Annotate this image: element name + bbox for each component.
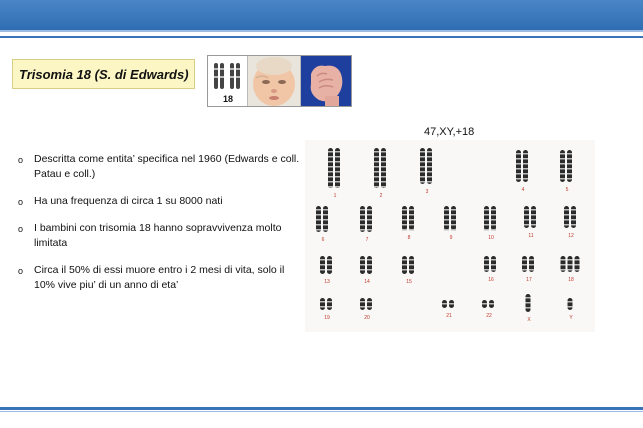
chromosome-band — [420, 181, 425, 183]
chromosome-pair — [444, 206, 456, 231]
chromosome-band — [381, 176, 386, 178]
chromosome-band — [360, 264, 365, 266]
chromosome-pair — [484, 206, 496, 231]
chromosome-band — [451, 224, 456, 226]
chromosome-band — [524, 214, 529, 216]
chromosome-band — [482, 303, 487, 305]
chromosome-number: 16 — [488, 277, 494, 283]
footer-divider-thin — [0, 411, 643, 412]
bullet-text: I bambini con trisomia 18 hanno sopravvivenza molto limitata — [34, 222, 282, 249]
chromosome-band — [367, 306, 372, 308]
chromosome-band — [409, 229, 414, 231]
chromosome-band — [484, 224, 489, 226]
chromosome-pair — [516, 150, 528, 182]
chromosome-number: 11 — [528, 233, 534, 239]
chromosome-band — [561, 259, 566, 261]
bullet-text: Circa il 50% di essi muore entro i 2 mesi di vita, solo il 10% vive piu’ di un anno di eta’ — [34, 264, 285, 291]
chromosome-pair — [328, 148, 340, 188]
chromosome-band — [323, 229, 328, 231]
karyotype-formula: 47,XY,+18 — [424, 126, 475, 138]
chromosome-band — [420, 171, 425, 173]
chromosome-band — [427, 171, 432, 173]
chromosome-band — [316, 209, 321, 211]
chromosome-band — [328, 171, 333, 173]
chromosome-pair — [360, 256, 372, 274]
chromosome-band — [489, 303, 494, 305]
chromosome-band — [523, 153, 528, 155]
chromosome-band — [522, 264, 527, 266]
chromosome-band — [531, 224, 536, 226]
chromosome-band — [451, 209, 456, 211]
footer-divider — [0, 407, 643, 410]
chromosome-band — [374, 186, 379, 188]
chromosome-band — [328, 181, 333, 183]
chromosome-number: 15 — [406, 279, 412, 285]
chromosome-band — [409, 219, 414, 221]
chromosome-band — [367, 224, 372, 226]
chromosome-band — [561, 269, 566, 271]
bullet-item — [18, 152, 308, 182]
chromosome-band — [328, 161, 333, 163]
chromosome-band — [568, 269, 573, 271]
chromosome-band — [567, 158, 572, 160]
chromosome-band — [381, 156, 386, 158]
chromosome-number: 14 — [364, 279, 370, 285]
chromatid — [327, 298, 332, 310]
chromosome-band — [568, 264, 573, 266]
chromosome-band — [367, 264, 372, 266]
chromosome-band — [516, 178, 521, 180]
chromosome-band — [484, 209, 489, 211]
chromosome-band — [575, 269, 580, 271]
chromosome-band — [571, 224, 576, 226]
chromosome-band — [567, 153, 572, 155]
chromosome-band — [522, 269, 527, 271]
chromosome-band — [409, 259, 414, 261]
chromosome-band — [564, 219, 569, 221]
chromosome-band — [523, 178, 528, 180]
chromosome-band — [420, 151, 425, 153]
bullet-icon: o — [18, 155, 24, 165]
chromosome-band — [564, 214, 569, 216]
chromosome-band — [327, 306, 332, 308]
chromosome-band — [516, 173, 521, 175]
chromosome-band — [571, 209, 576, 211]
chromosome-band — [523, 168, 528, 170]
chromosome-number: 22 — [486, 313, 492, 319]
chromosome-band — [484, 214, 489, 216]
chromosome-number: 12 — [568, 233, 574, 239]
chromosome-number: 8 — [407, 235, 411, 241]
chromosome-band — [567, 163, 572, 165]
chromosome-pair — [402, 256, 414, 274]
photo-strip — [207, 55, 352, 107]
chromosome-band — [568, 306, 573, 308]
chromosome-band — [516, 163, 521, 165]
chromosome-band — [374, 161, 379, 163]
chromosome-band — [335, 176, 340, 178]
chromosome-band — [561, 264, 566, 266]
chromosome-band — [427, 181, 432, 183]
chromosome-band — [522, 259, 527, 261]
chromosome-band — [402, 264, 407, 266]
chromosome-band — [320, 306, 325, 308]
chromosome-band — [427, 176, 432, 178]
chromosome-band — [328, 166, 333, 168]
chromosome-band — [560, 168, 565, 170]
chromosome-number: 4 — [521, 187, 525, 193]
chromosome-band — [328, 151, 333, 153]
chromosome-pair — [320, 298, 332, 310]
chromosome-band — [381, 166, 386, 168]
chromosome-band — [402, 224, 407, 226]
chromosome-band — [560, 153, 565, 155]
chromosome-band — [381, 181, 386, 183]
chromosome-band — [567, 168, 572, 170]
chromosome-band — [335, 181, 340, 183]
chromosome-band — [323, 224, 328, 226]
chromosome-band — [374, 156, 379, 158]
karyotype-image — [305, 140, 595, 332]
chromosome-band — [320, 264, 325, 266]
bullet-icon: o — [18, 224, 24, 234]
chromosome-band — [564, 224, 569, 226]
chromosome-band — [374, 151, 379, 153]
chromosome-18-image — [208, 56, 248, 106]
chromatid — [568, 298, 573, 310]
chromosome-band — [427, 156, 432, 158]
chromosome-band — [484, 229, 489, 231]
chromosome-pair — [564, 206, 576, 228]
chromosome-band — [328, 156, 333, 158]
chromosome-band — [491, 219, 496, 221]
chromosome-band — [367, 259, 372, 261]
chromatid — [560, 150, 565, 182]
chromosome-band — [451, 214, 456, 216]
chromosome-band — [327, 259, 332, 261]
chromosome-band — [420, 161, 425, 163]
clenched-hand-image — [301, 56, 351, 106]
chromosome-band — [316, 214, 321, 216]
chromosome-band — [526, 302, 531, 304]
chromosome-band — [367, 209, 372, 211]
chromosome-pair — [484, 256, 496, 272]
chromosome-band — [560, 178, 565, 180]
chromosome-number: 9 — [449, 235, 453, 241]
chromosome-band — [564, 209, 569, 211]
chromosome-band — [420, 156, 425, 158]
chromosome-number: 21 — [446, 313, 452, 319]
chromosome-pair — [320, 256, 332, 274]
chromosome-band — [575, 264, 580, 266]
chromosome-band — [568, 259, 573, 261]
chromosome-band — [360, 209, 365, 211]
chromosome-band — [484, 264, 489, 266]
chromosome-band — [529, 259, 534, 261]
chromosome-18-label: 18 — [222, 94, 234, 104]
slide-title: Trisomia 18 (S. di Edwards) — [19, 66, 189, 82]
chromosome-band — [320, 301, 325, 303]
chromosome-pair — [360, 298, 372, 310]
chromosome-band — [560, 158, 565, 160]
chromosome-band — [568, 301, 573, 303]
chromosome-band — [360, 301, 365, 303]
chromosome-band — [529, 269, 534, 271]
chromosome-band — [409, 224, 414, 226]
chromosome-band — [524, 224, 529, 226]
chromosome-band — [567, 173, 572, 175]
chromosome-band — [316, 224, 321, 226]
chromosome-band — [491, 269, 496, 271]
bullet-text: Ha una frequenza di circa 1 su 8000 nati — [34, 195, 223, 207]
chromosome-band — [571, 219, 576, 221]
chromosome-pair — [442, 300, 454, 308]
chromosome-pair — [522, 256, 534, 272]
chromosome-band — [451, 219, 456, 221]
chromosome-band — [444, 214, 449, 216]
chromosome-band — [442, 303, 447, 305]
chromosome-pair — [402, 206, 414, 231]
chromosome-band — [367, 301, 372, 303]
chromosome-band — [402, 219, 407, 221]
chromosome-band — [526, 297, 531, 299]
chromosome-pair — [360, 206, 372, 232]
chromosome-band — [524, 219, 529, 221]
chromosome-number: 1 — [333, 193, 337, 199]
chromosome-band — [444, 224, 449, 226]
chromosome-pair — [420, 148, 432, 184]
chromosome-band — [491, 209, 496, 211]
chromosome-band — [316, 229, 321, 231]
bullet-icon: o — [18, 197, 24, 207]
chromosome-band — [491, 214, 496, 216]
chromosome-band — [523, 173, 528, 175]
chromosome-band — [491, 259, 496, 261]
chromosome-band — [516, 158, 521, 160]
chromosome-pair — [316, 206, 328, 232]
chromosome-band — [335, 151, 340, 153]
chromosome-band — [531, 214, 536, 216]
chromosome-band — [360, 306, 365, 308]
chromosome-band — [360, 269, 365, 271]
chromosome-band — [444, 229, 449, 231]
chromosome-band — [323, 214, 328, 216]
chromosome-number: 2 — [379, 193, 383, 199]
chromosome-band — [381, 151, 386, 153]
chromatid — [360, 298, 365, 310]
chromosome-number: 17 — [526, 277, 532, 283]
chromosome-band — [402, 259, 407, 261]
chromosome-number: 10 — [488, 235, 494, 241]
chromosome-band — [516, 168, 521, 170]
chromosome-band — [427, 161, 432, 163]
chromosome-band — [420, 176, 425, 178]
bullet-icon: o — [18, 266, 24, 276]
chromatid — [523, 150, 528, 182]
chromosome-band — [367, 229, 372, 231]
chromosome-pair — [568, 298, 573, 310]
infant-face-image — [248, 56, 301, 106]
chromosome-band — [427, 166, 432, 168]
chromosome-number: 6 — [321, 237, 325, 243]
chromosome-number: Y — [569, 315, 573, 321]
chromosome-band — [335, 186, 340, 188]
hand-photo — [301, 56, 351, 106]
chromosome-band — [360, 259, 365, 261]
chromosome-band — [491, 229, 496, 231]
chromosome-pair — [524, 206, 536, 228]
chromosome-band — [323, 209, 328, 211]
chromosome-band — [484, 259, 489, 261]
chromosome-band — [427, 151, 432, 153]
chromosome-band — [526, 307, 531, 309]
chromosome-band — [402, 269, 407, 271]
chromatid — [567, 150, 572, 182]
chromosome-number: 19 — [324, 315, 330, 321]
chromosome-band — [327, 269, 332, 271]
chromosome-18-photo — [208, 56, 248, 106]
chromosome-band — [409, 269, 414, 271]
chromosome-band — [367, 269, 372, 271]
chromosome-band — [491, 264, 496, 266]
chromosome-band — [335, 166, 340, 168]
chromosome-band — [567, 178, 572, 180]
chromosome-band — [444, 209, 449, 211]
chromosome-band — [360, 229, 365, 231]
chromatid — [367, 298, 372, 310]
chromosome-band — [323, 219, 328, 221]
chromosome-band — [560, 163, 565, 165]
chromosome-band — [381, 186, 386, 188]
chromosome-band — [409, 214, 414, 216]
chromosome-band — [328, 176, 333, 178]
chromosome-band — [374, 171, 379, 173]
chromosome-number: 20 — [364, 315, 370, 321]
chromosome-band — [484, 219, 489, 221]
chromosome-band — [320, 269, 325, 271]
chromosome-band — [409, 209, 414, 211]
chromosome-band — [374, 176, 379, 178]
chromosome-band — [328, 186, 333, 188]
chromosome-band — [420, 166, 425, 168]
title-box — [12, 59, 195, 89]
chromosome-pair — [374, 148, 386, 188]
chromosome-pair — [526, 294, 531, 312]
chromosome-band — [327, 264, 332, 266]
chromosome-band — [374, 181, 379, 183]
chromosome-band — [529, 264, 534, 266]
chromosome-band — [523, 163, 528, 165]
chromosome-band — [320, 259, 325, 261]
chromosome-band — [374, 166, 379, 168]
header-bar — [0, 0, 643, 32]
bullet-text: Descritta come entita’ specifica nel 1960 (Edwards e coll. Patau e coll.) — [34, 153, 300, 180]
chromosome-band — [524, 209, 529, 211]
bullet-item — [18, 263, 308, 293]
chromosome-band — [381, 171, 386, 173]
chromosome-band — [451, 229, 456, 231]
chromosome-band — [491, 224, 496, 226]
chromosome-band — [335, 171, 340, 173]
bullet-item — [18, 221, 308, 251]
bullet-list — [18, 152, 308, 305]
chromosome-number: 18 — [568, 277, 574, 283]
chromosome-band — [402, 229, 407, 231]
chromosome-band — [571, 214, 576, 216]
chromosome-pair — [482, 300, 494, 308]
chromatid — [320, 298, 325, 310]
chromosome-band — [484, 269, 489, 271]
chromosome-band — [316, 219, 321, 221]
chromosome-number: 13 — [324, 279, 330, 285]
chromosome-band — [531, 209, 536, 211]
chromosome-band — [360, 214, 365, 216]
chromosome-band — [449, 303, 454, 305]
chromosome-band — [335, 161, 340, 163]
chromosome-band — [409, 264, 414, 266]
chromosome-band — [360, 224, 365, 226]
chromosome-band — [531, 219, 536, 221]
chromosome-band — [327, 301, 332, 303]
header-divider — [0, 36, 643, 38]
chromatid — [516, 150, 521, 182]
chromosome-band — [335, 156, 340, 158]
bullet-item — [18, 194, 308, 209]
chromosome-number: 3 — [425, 189, 429, 195]
chromosome-band — [575, 259, 580, 261]
chromosome-band — [523, 158, 528, 160]
chromosome-band — [367, 219, 372, 221]
chromosome-pair — [560, 150, 572, 182]
chromosome-band — [444, 219, 449, 221]
chromosome-pair — [561, 256, 580, 272]
chromosome-band — [560, 173, 565, 175]
chromosome-band — [402, 209, 407, 211]
karyotype-chart — [305, 140, 595, 332]
chromosome-band — [381, 161, 386, 163]
chromosome-band — [360, 219, 365, 221]
chromosome-band — [402, 214, 407, 216]
chromosome-number: 7 — [365, 237, 369, 243]
infant-photo — [248, 56, 301, 106]
chromosome-band — [516, 153, 521, 155]
chromosome-band — [367, 214, 372, 216]
chromosome-number: 5 — [565, 187, 569, 193]
chromosome-number: X — [527, 317, 531, 323]
